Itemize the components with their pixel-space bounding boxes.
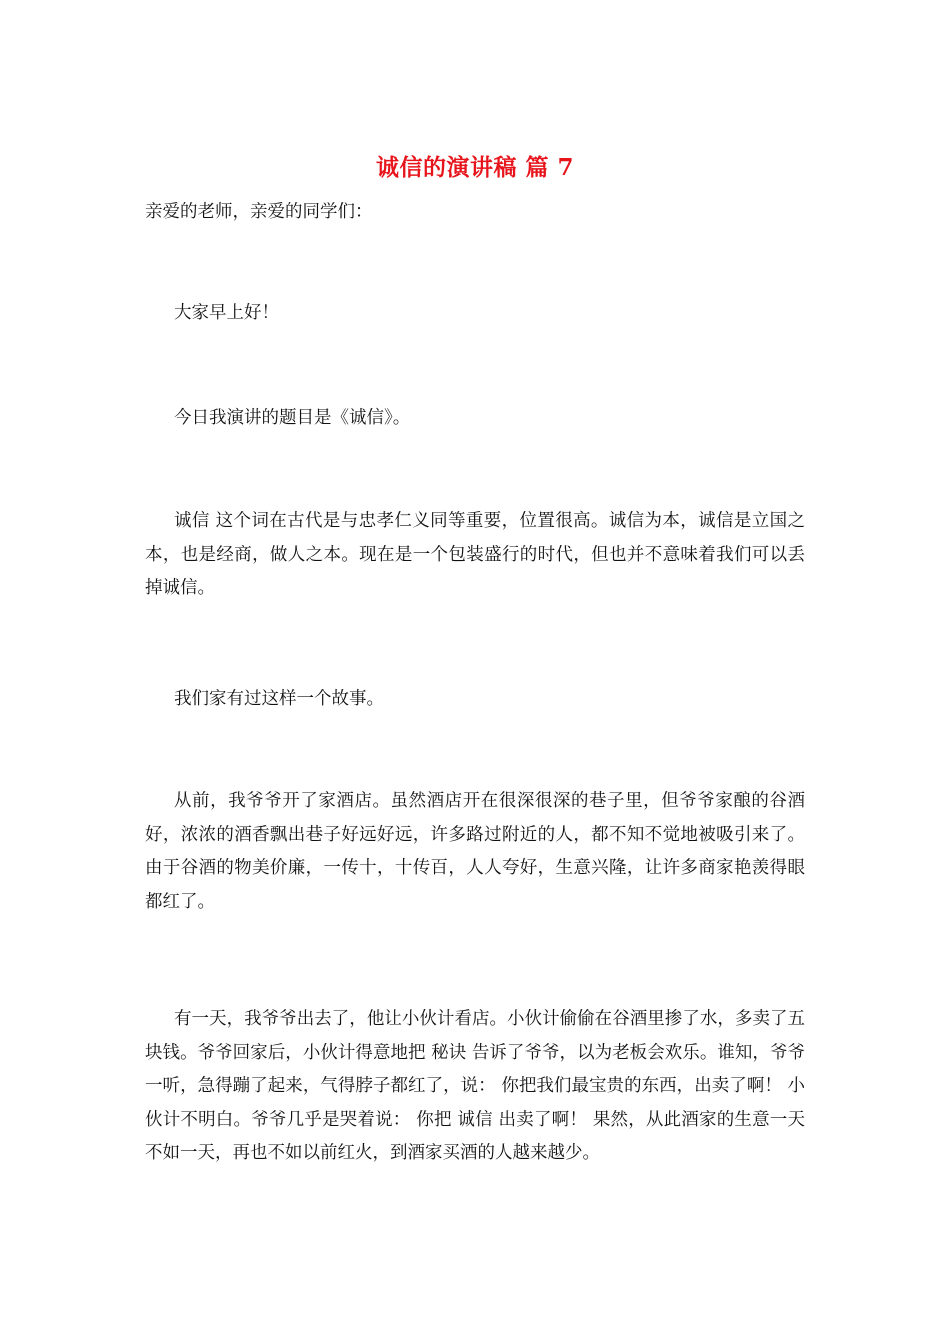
paragraph-story-intro: 我们家有过这样一个故事。 [174, 689, 384, 709]
paragraph-apprentice-story: 有一天，我爷爷出去了，他让小伙计看店。小伙计偷偷在谷酒里掺了水，多卖了五块钱。爷爷回家后，小伙计得意地把 秘诀 告诉了爷爷，以为老板会欢乐。谁知，爷爷一听，急得蹦了起来，气得脖子都红了，说： 你把我们最宝贵的东西，出卖了啊！ 小伙计不明白。爷爷几乎是哭着说： 你把 诚信 出卖了啊！ 果然，从此酒家的生意一天不如一天，再也不如以前红火，到酒家买酒的人越来越少。 [145, 1009, 805, 1163]
greeting-line: 亲爱的老师，亲爱的同学们： [145, 202, 373, 222]
document-title: 诚信的演讲稿 篇 7 [375, 154, 575, 181]
paragraph-good-morning: 大家早上好！ [174, 303, 279, 323]
paragraph-grandfather-tavern: 从前，我爷爷开了家酒店。虽然酒店开在很深很深的巷子里，但爷爷家酿的谷酒好，浓浓的酒香飘出巷子好远好远，许多路过附近的人，都不知不觉地被吸引来了。由于谷酒的物美价廉，一传十，十传百，人人夸好，生意兴隆，让许多商家艳羡得眼都红了。 [145, 791, 805, 912]
paragraph-topic: 今日我演讲的题目是《诚信》。 [174, 408, 411, 428]
paragraph-integrity-meaning: 诚信 这个词在古代是与忠孝仁义同等重要，位置很高。诚信为本，诚信是立国之本，也是经商，做人之本。现在是一个包装盛行的时代，但也并不意味着我们可以丢掉诚信。 [145, 511, 805, 598]
